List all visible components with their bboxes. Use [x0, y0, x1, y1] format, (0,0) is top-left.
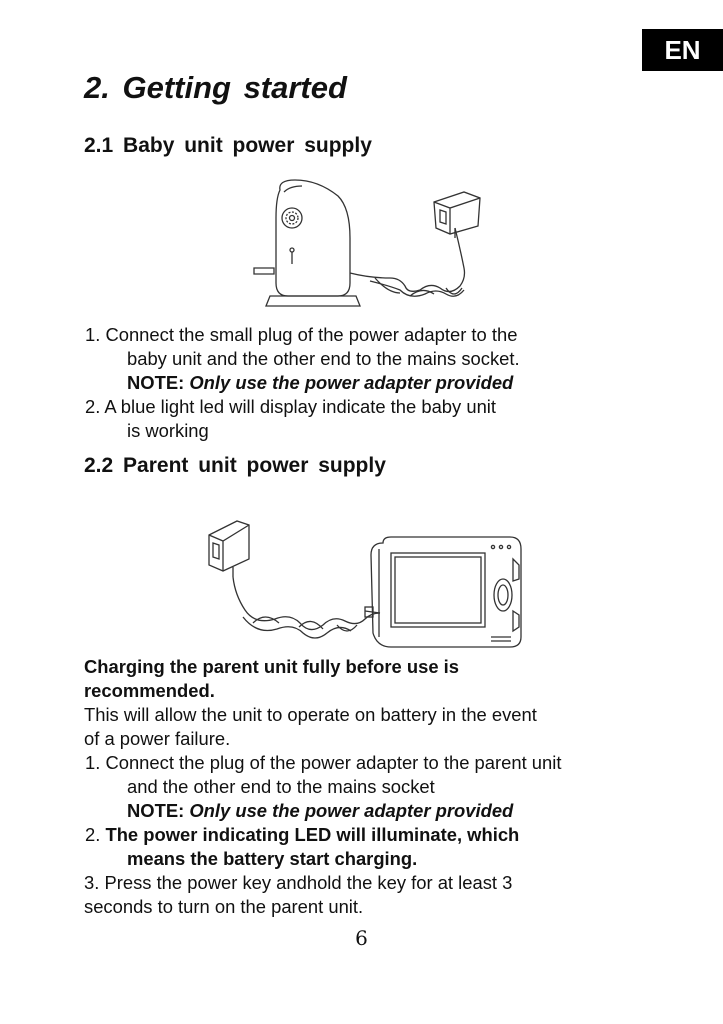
baby-note-label: NOTE: — [127, 372, 185, 393]
page-title: 2. Getting started — [84, 70, 347, 105]
baby-note-text: Only use the power adapter provided — [189, 372, 514, 393]
baby-unit-illustration — [250, 178, 490, 308]
parent-step-1-line-2: and the other end to the mains socket — [127, 776, 435, 797]
baby-step-1-line-2: baby unit and the other end to the mains socket. — [127, 348, 520, 369]
parent-step-2-line-1 — [85, 823, 519, 847]
parent-step-2-line-2: means the battery start charging. — [127, 848, 418, 869]
charging-bold-line-1: Charging the parent unit fully before use is — [84, 656, 460, 677]
charging-intro-line-2: of a power failure. — [84, 728, 231, 749]
parent-step-2-number: 2. — [85, 824, 101, 845]
baby-step-1-line-1: 1. Connect the small plug of the power adapter to the — [85, 324, 518, 345]
parent-note-text: Only use the power adapter provided — [189, 800, 514, 821]
section-heading-parent-unit: 2.2 Parent unit power supply — [84, 454, 386, 477]
baby-step-2-line-1: 2. A blue light led will display indicate the baby unit — [85, 396, 496, 417]
page-number: 6 — [355, 926, 368, 950]
charging-bold-line-2: recommended. — [84, 680, 215, 701]
parent-note-label: NOTE: — [127, 800, 185, 821]
parent-step-1-line-1: 1. Connect the plug of the power adapter to the parent unit — [85, 752, 562, 773]
parent-unit-illustration — [205, 515, 525, 655]
parent-step-3-line-2: seconds to turn on the parent unit. — [84, 896, 364, 917]
baby-step-2-line-2: is working — [127, 420, 209, 441]
parent-step-2-text: The power indicating LED will illuminate, which — [105, 824, 520, 845]
parent-step-3-line-1: 3. Press the power key andhold the key for at least 3 — [84, 872, 513, 893]
baby-note — [127, 371, 513, 395]
charging-intro-line-1: This will allow the unit to operate on battery in the event — [84, 704, 537, 725]
section-heading-baby-unit: 2.1 Baby unit power supply — [84, 134, 372, 157]
parent-note — [127, 799, 513, 823]
language-tab: EN — [642, 29, 723, 71]
